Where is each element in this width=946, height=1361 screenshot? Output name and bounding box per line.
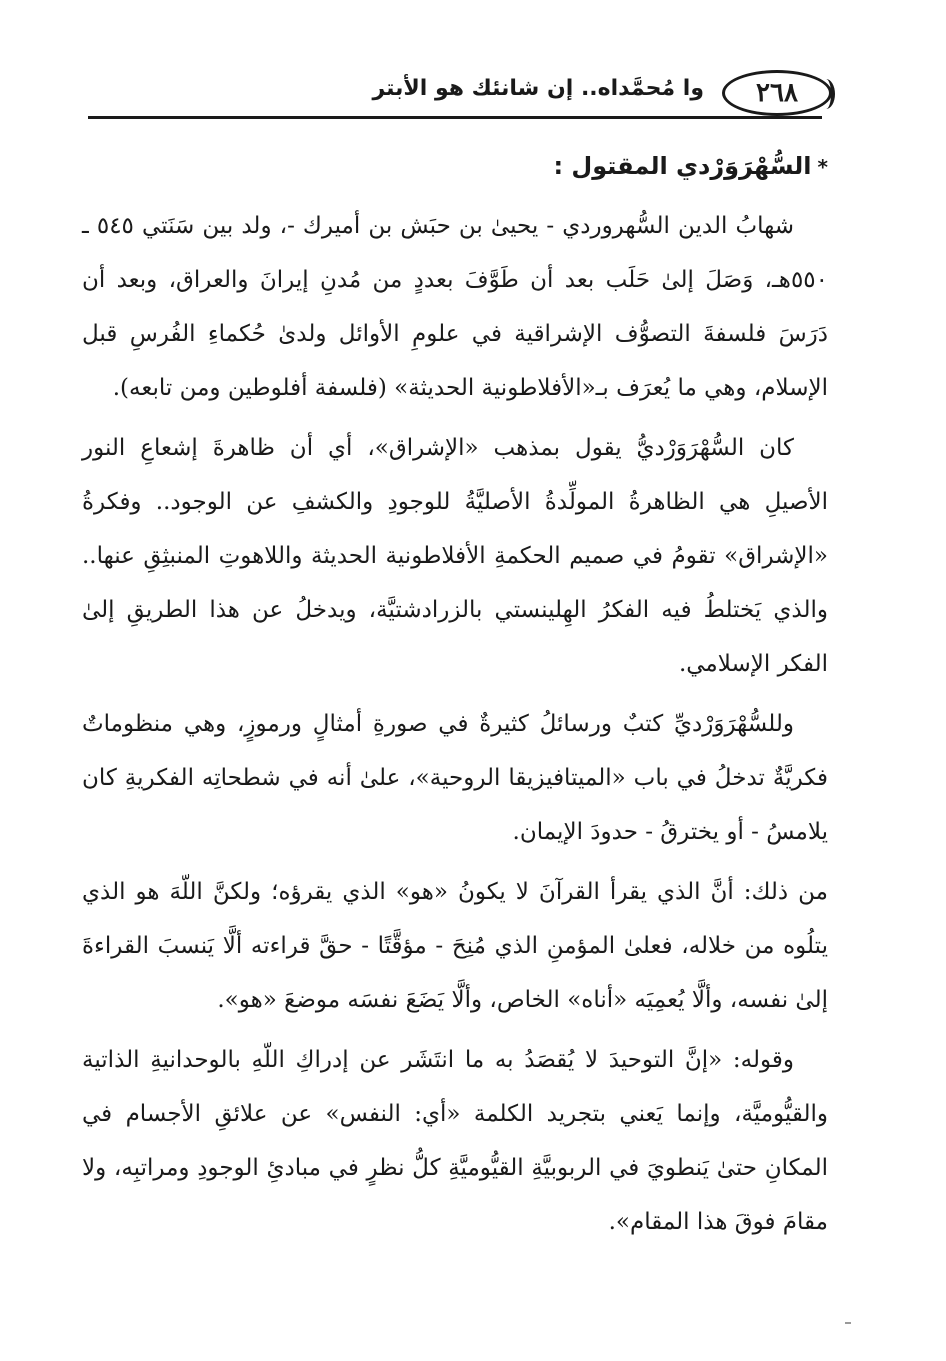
paragraph-3: وللسُّهْرَوَرْديِّ كتبٌ ورسائلُ كثيرةٌ في صورةِ أمثالٍ ورموزٍ، وهي منظوماتٌ فكريَّةٌ تدخلُ في باب «الميتافيزيقا الروحية»، علىٰ أنه في شطحاتِه الفكريةِ كان يلامسُ - أو يخترقُ - حدودَ الإيمان. xyxy=(82,711,828,845)
paragraph-5: وقوله: «إنَّ التوحيدَ لا يُقصَدُ به ما انتَشَر عن إدراكِ اللّهِ بالوحدانيةِ الذاتية والقيُّوميَّة، وإنما يَعني بتجريد الكلمة «أي: النفس» عن علائقِ الأجسام في المكانِ حتىٰ يَنطويَ في الربوبيَّةِ القيُّوميَّةِ كلُّ نظرٍ في مبادئِ الوجودِ ومراتبِه، ولا مقامَ فوقَ هذا المقام». xyxy=(82,1047,828,1235)
header-rule xyxy=(88,116,822,119)
section-heading xyxy=(82,146,828,187)
paragraph-2: كان السُّهْرَوَرْديُّ يقول بمذهب «الإشراق»، أي أن ظاهرةَ إشعاعِ النور الأصيلِ هي الظاهرةُ المولِّدةُ الأصليَّةُ للوجودِ والكشفِ عن الوجود.. وفكرةُ «الإشراق» تقومُ في صميم الحكمةِ الأفلاطونية الحديثة واللاهوتِ المنبثِقِ عنها.. والذي يَختلطُ فيه الفكرُ الهِلينستي بالزرادشتيَّة، ويدخلُ عن هذا الطريقِ إلىٰ الفكر الإسلامي. xyxy=(82,435,828,677)
section-heading-text: السُّهْرَوَرْدي المقتول : xyxy=(553,152,812,180)
running-title: وا مُحمَّداه.. إن شانئك هو الأبتر xyxy=(372,76,704,101)
page-number-badge xyxy=(722,70,832,116)
page-number: ٢٦٨ xyxy=(756,78,798,108)
page-body xyxy=(82,146,828,1255)
star-icon: * xyxy=(817,155,828,179)
page-speck xyxy=(845,1322,851,1324)
page-header xyxy=(88,60,832,120)
paragraph-1: شهابُ الدين السُّهروردي - يحيىٰ بن حبَش بن أميرك -، ولد بين سَنَتي ٥٤٥ ـ ٥٥٠هـ، وَصَلَ إلىٰ حَلَب بعد أن طَوَّفَ بعددٍ من مُدنِ إيرانَ والعراق، وبعد أن دَرَسَ فلسفةَ التصوُّف الإشراقية في علومِ الأوائل ولدىٰ حُكماءِ الفُرسِ قبل الإسلام، وهي ما يُعرَف بـ«الأفلاطونية الحديثة» (فلسفة أفلوطين ومن تابعه). xyxy=(82,213,828,401)
paragraph-4: من ذلك: أنَّ الذي يقرأ القرآنَ لا يكونُ «هو» الذي يقرؤه؛ ولكنَّ اللّهَ هو الذي يتلُوه من خلاله، فعلىٰ المؤمنِ الذي مُنِحَ - مؤقَّتًا - حقَّ قراءته ألَّا يَنسبَ القراءةَ إلىٰ نفسه، وألَّا يُعمِيَه «أناه» الخاص، وألَّا يَضَعَ نفسَه موضعَ «هو». xyxy=(82,879,828,1013)
